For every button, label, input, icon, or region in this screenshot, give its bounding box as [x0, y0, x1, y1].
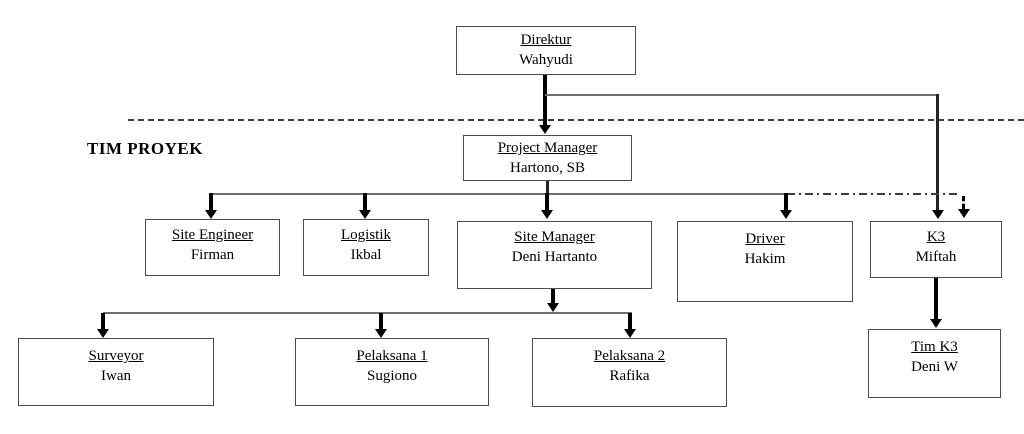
- connector-to-site-manager-line: [545, 193, 549, 211]
- connector-to-surveyor-arrowhead: [97, 329, 109, 338]
- node-driver-title: Driver: [745, 231, 785, 247]
- node-tim-k3-name: Deni W: [911, 359, 958, 375]
- node-surveyor: [18, 338, 214, 406]
- connector-to-pelaksana-2-line: [628, 313, 632, 330]
- node-driver: [677, 221, 853, 302]
- node-site-engineer: [145, 219, 280, 276]
- connector-to-driver-arrowhead: [780, 210, 792, 219]
- node-k3-name: Miftah: [915, 249, 957, 265]
- connector-to-pelaksana-1-arrowhead: [375, 329, 387, 338]
- connector-top-branch-line: [211, 193, 787, 195]
- node-project-manager-name: Hartono, SB: [510, 160, 585, 176]
- node-pelaksana-1-name: Sugiono: [366, 368, 417, 384]
- node-pelaksana-1: [295, 338, 489, 406]
- connector-to-logistik-line: [363, 193, 367, 211]
- node-pelaksana-1-title: Pelaksana 1: [356, 348, 428, 364]
- connector-direktur-to-pm-line: [543, 75, 547, 126]
- connector-to-pelaksana-2-arrowhead: [624, 329, 636, 338]
- node-driver-name: Hakim: [744, 251, 786, 267]
- connector-top-branch-dashdot-line: [787, 193, 957, 195]
- section-label-tim-proyek: TIM PROYEK: [87, 139, 203, 158]
- connector-k3-to-tim-k3-line: [934, 278, 938, 320]
- connector-direktur-to-k3-hline: [545, 94, 938, 96]
- node-pelaksana-2-name: Rafika: [609, 368, 650, 384]
- connector-bottom-branch-line: [103, 312, 632, 314]
- node-surveyor-title: Surveyor: [88, 348, 144, 364]
- connector-to-site-manager-arrowhead: [541, 210, 553, 219]
- connector-site-manager-down-line: [551, 289, 555, 304]
- node-project-manager: [463, 135, 632, 181]
- connector-direktur-to-pm-arrowhead: [539, 125, 551, 134]
- node-k3: [870, 221, 1002, 278]
- node-logistik: [303, 219, 429, 276]
- connector-dashed-to-k3-line: [962, 196, 965, 209]
- node-pelaksana-2-title: Pelaksana 2: [593, 348, 666, 364]
- node-logistik-name: Ikbal: [350, 247, 382, 263]
- node-direktur: [456, 26, 636, 75]
- connector-site-manager-down-arrowhead: [547, 303, 559, 312]
- node-tim-k3: [868, 329, 1001, 398]
- node-surveyor-name: Iwan: [101, 368, 131, 384]
- node-site-engineer-title: Site Engineer: [171, 227, 254, 243]
- node-site-engineer-name: Firman: [190, 247, 235, 263]
- separator-dashed-line: [128, 119, 1024, 121]
- node-logistik-title: Logistik: [340, 227, 391, 243]
- connector-to-site-engineer-arrowhead: [205, 210, 217, 219]
- node-site-manager: [457, 221, 652, 289]
- node-site-manager-name: Deni Hartanto: [511, 249, 598, 265]
- connector-to-driver-line: [784, 193, 788, 211]
- node-k3-title: K3: [926, 229, 946, 245]
- node-direktur-name: Wahyudi: [519, 52, 573, 68]
- connector-dashed-to-k3-arrowhead: [958, 209, 970, 218]
- node-direktur-title: Direktur: [520, 32, 572, 48]
- connector-to-pelaksana-1-line: [379, 313, 383, 330]
- node-pelaksana-2: [532, 338, 727, 407]
- node-tim-k3-title: Tim K3: [911, 339, 958, 355]
- node-project-manager-title: Project Manager: [497, 140, 598, 156]
- connector-k3-to-tim-k3-arrowhead: [930, 319, 942, 328]
- connector-to-surveyor-line: [101, 313, 105, 330]
- node-site-manager-title: Site Manager: [514, 229, 595, 245]
- connector-direktur-to-k3-arrowhead: [932, 210, 944, 219]
- connector-to-logistik-arrowhead: [359, 210, 371, 219]
- connector-to-site-engineer-line: [209, 193, 213, 211]
